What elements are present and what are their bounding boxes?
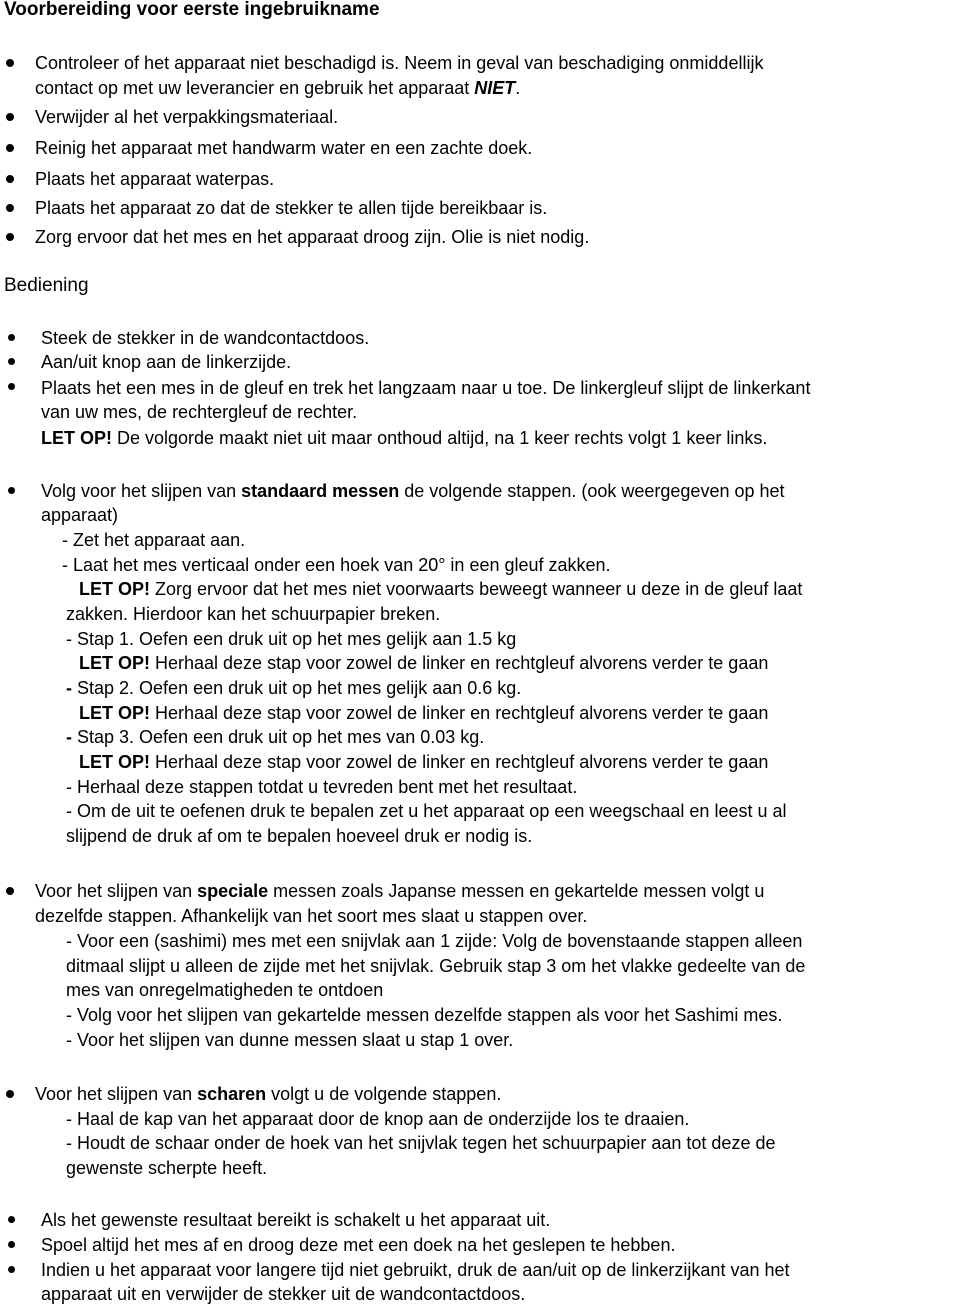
bullet-icon [8,1266,15,1273]
step-line: - Herhaal deze stappen totdat u tevreden bent met het resultaat. [66,777,578,797]
list-item-continued: apparaat) [41,505,119,525]
step-line: mes van onregelmatigheden te ontdoen [66,980,384,1000]
warning-line: LET OP! Herhaal deze stap voor zowel de linker en rechtgleuf alvorens verder te gaan [79,653,769,673]
bullet-icon [8,358,15,365]
list-item-continued: apparaat uit en verwijder de stekker uit de wandcontactdoos. [41,1284,526,1304]
bullet-icon [6,144,14,152]
bullet-icon [6,175,14,183]
bullet-icon [8,383,15,390]
list-item: Steek de stekker in de wandcontactdoos. [41,328,370,348]
bullet-icon [6,233,14,241]
list-item: Reinig het apparaat met handwarm water en een zachte doek. [35,138,533,158]
step-line: - Stap 1. Oefen een druk uit op het mes gelijk aan 1.5 kg [66,629,517,649]
step-line: ditmaal slijpt u alleen de zijde met het snijvlak. Gebruik stap 3 om het vlakke gedeelte van de [66,956,806,976]
step-line: - Volg voor het slijpen van gekartelde messen dezelfde stappen als voor het Sashimi mes. [66,1005,783,1025]
warning-line: LET OP! De volgorde maakt niet uit maar onthoud altijd, na 1 keer rechts volgt 1 keer links. [41,428,768,448]
step-line: zakken. Hierdoor kan het schuurpapier breken. [66,604,441,624]
step-line: - Stap 2. Oefen een druk uit op het mes gelijk aan 0.6 kg. [66,678,522,698]
bullet-icon [8,487,15,494]
step-line: - Laat het mes verticaal onder een hoek van 20° in een gleuf zakken. [62,555,611,575]
list-item: Spoel altijd het mes af en droog deze met een doek na het geslepen te hebben. [41,1235,676,1255]
step-line: - Voor een (sashimi) mes met een snijvlak aan 1 zijde: Volg de bovenstaande stappen alleen [66,931,803,951]
list-item: Verwijder al het verpakkingsmateriaal. [35,107,339,127]
section-title-preparation: Voorbereiding voor eerste ingebruikname [4,0,380,20]
step-line: - Voor het slijpen van dunne messen slaat u stap 1 over. [66,1030,514,1050]
bullet-icon [6,113,14,121]
list-item: Plaats het apparaat waterpas. [35,169,275,189]
bullet-icon [6,887,14,895]
warning-line: LET OP! Herhaal deze stap voor zowel de linker en rechtgleuf alvorens verder te gaan [79,703,769,723]
list-item: Aan/uit knop aan de linkerzijde. [41,352,292,372]
bullet-icon [8,1216,15,1223]
step-line: gewenste scherpte heeft. [66,1158,268,1178]
list-item: Volg voor het slijpen van standaard messen de volgende stappen. (ook weergegeven op het [41,481,785,501]
list-item: Plaats het apparaat zo dat de stekker te allen tijde bereikbaar is. [35,198,548,218]
list-item-continued: van uw mes, de rechtergleuf de rechter. [41,402,358,422]
step-line: - Houdt de schaar onder de hoek van het snijvlak tegen het schuurpapier aan tot deze de [66,1133,776,1153]
step-line: - Haal de kap van het apparaat door de knop aan de onderzijde los te draaien. [66,1109,690,1129]
list-item: Plaats het een mes in de gleuf en trek het langzaam naar u toe. De linkergleuf slijpt de linkerkant [41,378,811,398]
warning-line: LET OP! Herhaal deze stap voor zowel de linker en rechtgleuf alvorens verder te gaan [79,752,769,772]
list-item: Controleer of het apparaat niet beschadigd is. Neem in geval van beschadiging onmiddellijk [35,53,764,73]
bullet-icon [6,59,14,67]
warning-line: LET OP! Zorg ervoor dat het mes niet voorwaarts beweegt wanneer u deze in de gleuf laat [79,579,803,599]
bullet-icon [6,1090,14,1098]
bullet-icon [8,334,15,341]
list-item-continued: dezelfde stappen. Afhankelijk van het soort mes slaat u stappen over. [35,906,588,926]
list-item: Indien u het apparaat voor langere tijd niet gebruikt, druk de aan/uit op de linkerzijkant van het [41,1260,790,1280]
step-line: - Om de uit te oefenen druk te bepalen zet u het apparaat op een weegschaal en leest u al [66,801,787,821]
step-line: - Zet het apparaat aan. [62,530,246,550]
step-line: - Stap 3. Oefen een druk uit op het mes van 0.03 kg. [66,727,485,747]
bullet-icon [8,1241,15,1248]
section-title-operation: Bediening [4,275,89,296]
step-line: slijpend de druk af om te bepalen hoeveel druk er nodig is. [66,826,533,846]
list-item: Als het gewenste resultaat bereikt is schakelt u het apparaat uit. [41,1210,551,1230]
list-item: Zorg ervoor dat het mes en het apparaat droog zijn. Olie is niet nodig. [35,227,590,247]
bullet-icon [6,204,14,212]
list-item: Voor het slijpen van scharen volgt u de volgende stappen. [35,1084,502,1104]
list-item-continued: contact op met uw leverancier en gebruik het apparaat NIET. [35,78,521,98]
list-item: Voor het slijpen van speciale messen zoals Japanse messen en gekartelde messen volgt u [35,881,765,901]
